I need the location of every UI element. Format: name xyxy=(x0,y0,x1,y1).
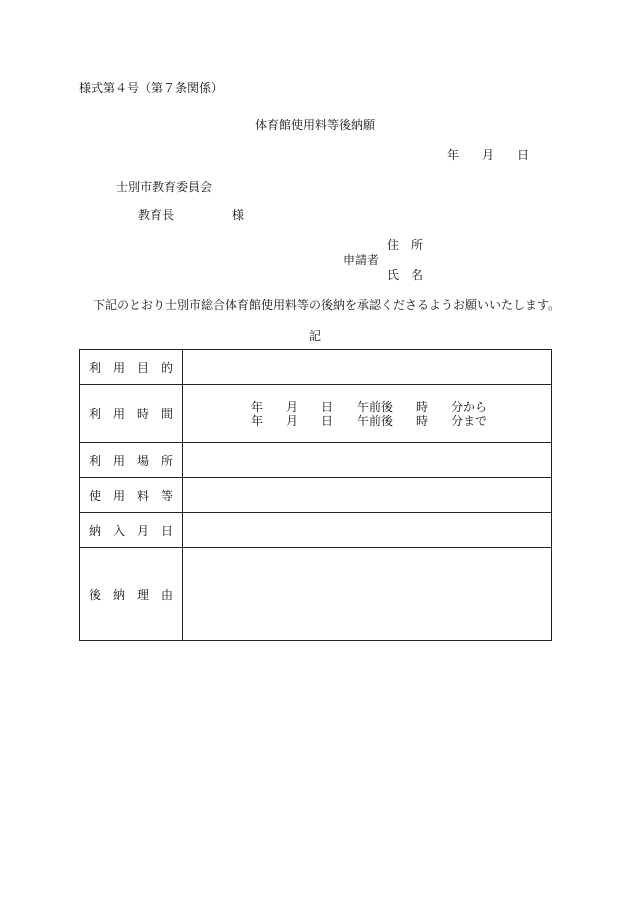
applicant-address-label: 住 所 xyxy=(387,238,424,252)
date-month: 月 xyxy=(482,148,495,162)
date-year: 年 xyxy=(447,148,460,162)
request-text: 下記のとおり士別市総合体育館使用料等の後納を承認くださるようお願いいたします。 xyxy=(93,298,561,312)
row-value-payment-date[interactable] xyxy=(183,513,552,548)
addressee-position: 教育長 xyxy=(138,208,175,222)
row-label-purpose: 利 用 目 的 xyxy=(80,350,183,385)
addressee-organization: 士別市教育委員会 xyxy=(116,180,213,194)
applicant-name-label: 氏 名 xyxy=(387,268,424,282)
row-value-place[interactable] xyxy=(183,443,552,478)
form-number: 様式第４号（第７条関係） xyxy=(79,81,224,95)
row-label-payment-date: 納 入 月 日 xyxy=(80,513,183,548)
table-row xyxy=(80,478,552,513)
table-row xyxy=(80,513,552,548)
applicant-role-label: 申請者 xyxy=(343,253,380,267)
row-label-reason: 後 納 理 由 xyxy=(80,548,183,641)
addressee-honorific: 様 xyxy=(232,208,245,222)
document-title: 体育館使用料等後納願 xyxy=(255,118,376,132)
row-label-fee: 使 用 料 等 xyxy=(80,478,183,513)
row-label-time: 利 用 時 間 xyxy=(80,385,183,443)
row-label-place: 利 用 場 所 xyxy=(80,443,183,478)
time-from-line: 年 月 日 午前後 時 分から xyxy=(251,399,488,414)
row-value-purpose[interactable] xyxy=(183,350,552,385)
table-row xyxy=(80,548,552,641)
ki-heading: 記 xyxy=(309,329,322,343)
table-row xyxy=(80,350,552,385)
table-row xyxy=(80,385,552,443)
table-row xyxy=(80,443,552,478)
row-value-reason[interactable] xyxy=(183,548,552,641)
row-value-time[interactable] xyxy=(183,385,552,443)
application-table xyxy=(79,349,552,641)
time-to-line: 年 月 日 午前後 時 分まで xyxy=(251,413,488,428)
date-day: 日 xyxy=(517,148,530,162)
row-value-fee[interactable] xyxy=(183,478,552,513)
